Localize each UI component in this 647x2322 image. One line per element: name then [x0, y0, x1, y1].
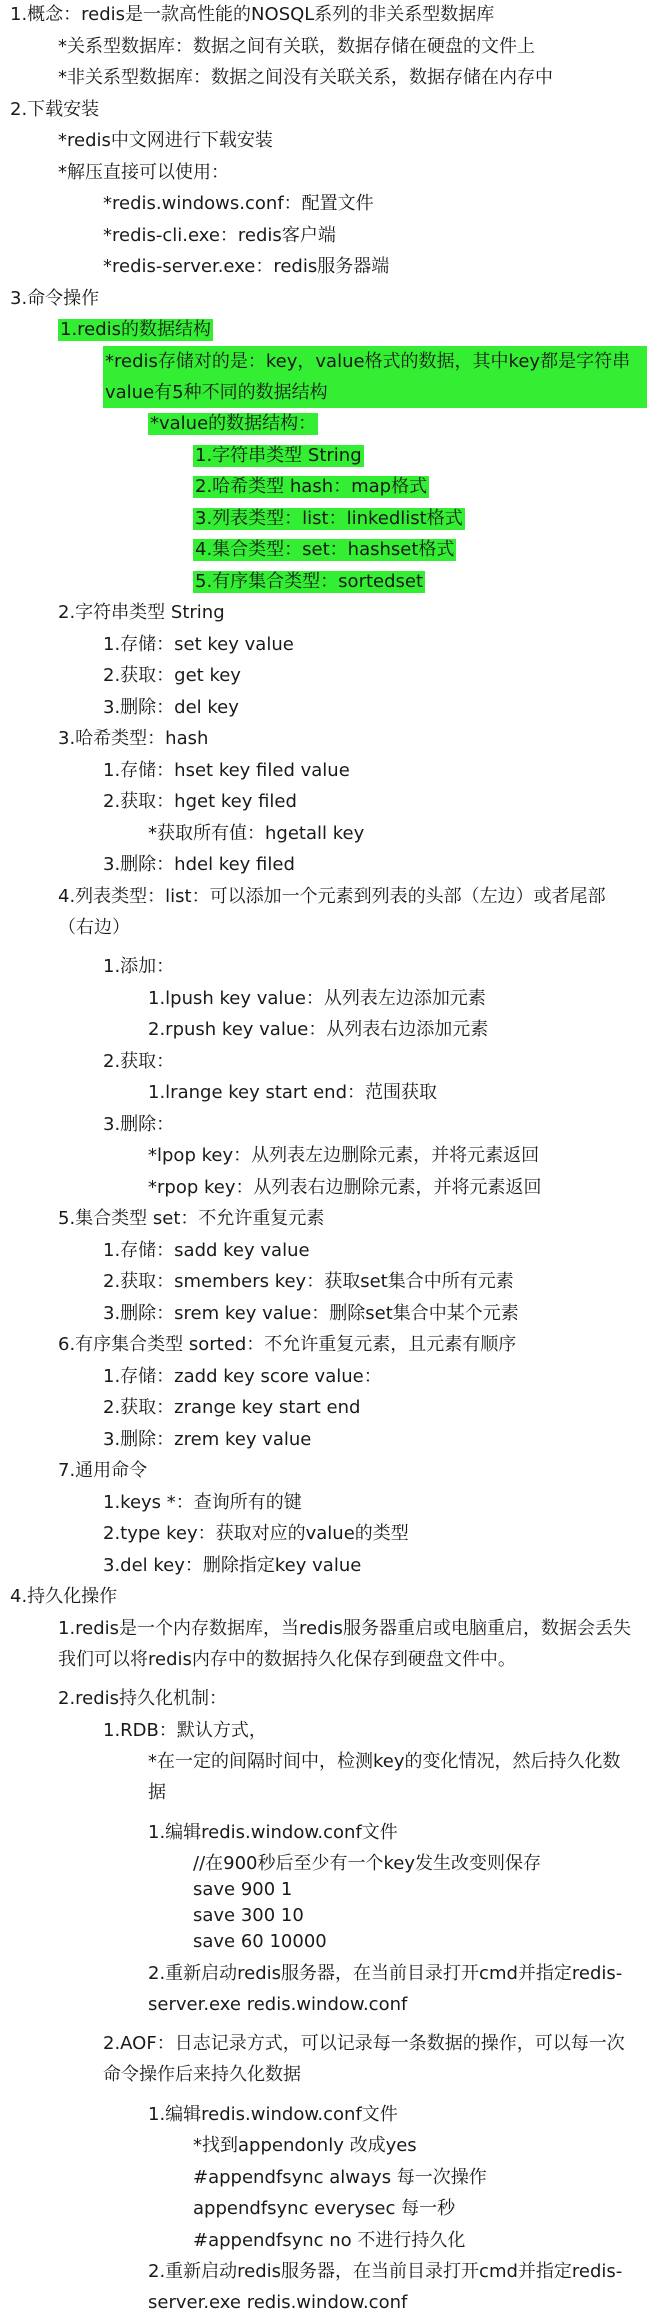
highlighted-text: 1.字符串类型 String	[195, 444, 362, 466]
line-text: 1.编辑redis.window.conf文件	[148, 1821, 398, 1843]
line-text: 1.RDB：默认方式，	[103, 1719, 267, 1741]
text-line	[0, 1019, 647, 1041]
text-line	[0, 67, 647, 89]
line-text: 3.删除：hdel key filed	[103, 854, 295, 875]
line-text: #appendfsync no 不进行持久化	[193, 2229, 466, 2251]
text-line	[0, 130, 647, 152]
line-text: save 300 10	[193, 1905, 304, 1926]
text-line	[0, 225, 647, 247]
text-line	[0, 665, 647, 687]
text-line	[0, 1208, 647, 1230]
text-line	[0, 4, 647, 26]
text-line	[0, 445, 647, 467]
line-text: *获取所有值：hgetall key	[148, 822, 365, 844]
text-line	[0, 1240, 647, 1262]
text-line	[0, 634, 647, 656]
text-line	[0, 1879, 647, 1901]
line-text: 3.删除：	[103, 1113, 175, 1135]
line-text: 2.下载安装	[10, 98, 100, 120]
text-line	[0, 956, 647, 978]
text-line	[0, 1492, 647, 1514]
line-text: 2.type key：获取对应的value的类型	[103, 1523, 409, 1544]
line-text: 4.列表类型：list：可以添加一个元素到列表的头部（左边）或者尾部（右边）	[58, 885, 606, 938]
text-line	[0, 571, 647, 593]
line-text: 3.命令操作	[10, 287, 100, 309]
line-text: 2.获取：zrange key start end	[103, 1397, 361, 1418]
highlighted-text: *redis存储对的是：key，value格式的数据，其中key都是字符串value有5种不同的数据结构	[103, 346, 647, 408]
line-text: 1.lrange key start end：范围获取	[148, 1082, 438, 1103]
line-text: 2.获取：hget key filed	[103, 791, 297, 812]
line-text: 3.删除：zrem key value	[103, 1428, 312, 1450]
line-text: 7.通用命令	[58, 1460, 148, 1481]
text-line	[0, 1114, 647, 1136]
text-line	[0, 1460, 647, 1482]
line-text: 2.获取：	[103, 1050, 175, 1072]
line-text: 6.有序集合类型 sorted：不允许重复元素，且元素有顺序	[58, 1334, 517, 1355]
text-line	[0, 1963, 647, 2024]
line-text: 1.lpush key value：从列表左边添加元素	[148, 987, 486, 1009]
text-line	[0, 1334, 647, 1356]
line-text: 1.redis是一个内存数据库，当redis服务器重启或电脑重启，数据会丢失我们可以将redis内存中的数据持久化保存到硬盘文件中。	[58, 1617, 631, 1670]
line-text: 3.哈希类型：hash	[58, 728, 209, 749]
line-text: 2.重新启动redis服务器，在当前目录打开cmd并指定redis-server.exe redis.window.conf	[148, 2261, 623, 2313]
text-line	[0, 1618, 647, 1679]
line-text: 1.编辑redis.window.conf文件	[148, 2103, 398, 2125]
highlighted-text: 4.集合类型：set：hashset格式	[195, 539, 455, 560]
line-text: 5.集合类型 set：不允许重复元素	[58, 1208, 325, 1229]
text-line	[0, 988, 647, 1010]
text-line	[0, 36, 647, 58]
text-line	[0, 476, 647, 498]
line-text: *redis.windows.conf：配置文件	[103, 193, 374, 214]
text-line	[0, 2104, 647, 2126]
line-text: *redis中文网进行下载安装	[58, 130, 273, 151]
text-line	[0, 1720, 647, 1742]
line-text: 2.字符串类型 String	[58, 602, 225, 623]
line-text: *非关系型数据库：数据之间没有关联关系，数据存储在内存中	[58, 67, 553, 88]
highlighted-text: *value的数据结构：	[150, 413, 317, 434]
line-text: *lpop key：从列表左边删除元素，并将元素返回	[148, 1145, 540, 1166]
text-line	[0, 162, 647, 184]
line-text: 2.重新启动redis服务器，在当前目录打开cmd并指定redis-server.exe redis.window.conf	[148, 1962, 623, 2015]
text-line	[0, 791, 647, 813]
text-line	[0, 1523, 647, 1545]
line-text: 3.del key：删除指定key value	[103, 1554, 362, 1576]
line-text: *关系型数据库：数据之间有关联，数据存储在硬盘的文件上	[58, 35, 535, 57]
text-line	[0, 413, 647, 435]
text-line	[0, 2135, 647, 2157]
highlighted-text: 3.列表类型：list：linkedlist格式	[195, 507, 463, 529]
text-line	[0, 1366, 647, 1388]
text-line	[0, 1853, 647, 1875]
text-line	[0, 193, 647, 215]
line-text: *在一定的间隔时间中，检测key的变化情况，然后持久化数据	[148, 1751, 621, 1803]
highlighted-text: 1.redis的数据结构	[60, 319, 212, 340]
line-text: *找到appendonly 改成yes	[193, 2135, 417, 2156]
text-line	[0, 1555, 647, 1577]
text-line	[0, 1145, 647, 1167]
text-line	[0, 1082, 647, 1104]
line-text: 3.删除：del key	[103, 696, 239, 718]
text-line	[0, 351, 647, 404]
text-line	[0, 1303, 647, 1325]
line-text: 3.删除：srem key value：删除set集合中某个元素	[103, 1302, 519, 1324]
text-line	[0, 728, 647, 750]
text-line	[0, 1586, 647, 1608]
text-line	[0, 1429, 647, 1451]
line-text: 1.添加：	[103, 956, 175, 977]
text-line	[0, 2033, 647, 2094]
text-line	[0, 288, 647, 310]
text-line	[0, 2198, 647, 2220]
line-text: 1.概念：redis是一款高性能的NOSQL系列的非关系型数据库	[10, 4, 495, 25]
text-line	[0, 854, 647, 876]
line-text: 2.redis持久化机制：	[58, 1688, 228, 1709]
text-line	[0, 1271, 647, 1293]
text-line	[0, 319, 647, 341]
text-line	[0, 1397, 647, 1419]
text-line	[0, 2167, 647, 2189]
line-text: 1.存储：set key value	[103, 633, 294, 655]
text-line	[0, 539, 647, 561]
text-line	[0, 886, 647, 947]
text-line	[0, 760, 647, 782]
line-text: appendfsync everysec 每一秒	[193, 2198, 456, 2219]
text-line	[0, 1688, 647, 1710]
text-line	[0, 508, 647, 530]
line-text: 2.rpush key value：从列表右边添加元素	[148, 1019, 489, 1040]
line-text: save 60 10000	[193, 1931, 327, 1952]
text-line	[0, 1931, 647, 1953]
highlighted-text: 2.哈希类型 hash：map格式	[195, 476, 428, 497]
text-line	[0, 697, 647, 719]
line-text: *redis-cli.exe：redis客户端	[103, 224, 336, 246]
text-line	[0, 2261, 647, 2322]
line-text: *解压直接可以使用：	[58, 161, 229, 183]
text-line	[0, 1751, 647, 1812]
line-text: 2.获取：get key	[103, 665, 241, 686]
text-line	[0, 1177, 647, 1199]
line-text: 1.存储：sadd key value	[103, 1239, 310, 1261]
line-text: 4.持久化操作	[10, 1586, 118, 1607]
text-line	[0, 602, 647, 624]
line-text: 2.获取：smembers key：获取set集合中所有元素	[103, 1271, 514, 1292]
line-text: 1.keys *：查询所有的键	[103, 1491, 302, 1513]
line-text: *redis-server.exe：redis服务器端	[103, 256, 390, 277]
text-line	[0, 99, 647, 121]
line-text: 1.存储：zadd key score value：	[103, 1365, 382, 1387]
line-text: //在900秒后至少有一个key发生改变则保存	[193, 1853, 541, 1874]
line-text: #appendfsync always 每一次操作	[193, 2166, 487, 2188]
line-text: 1.存储：hset key filed value	[103, 759, 350, 781]
text-line	[0, 1051, 647, 1073]
line-text: *rpop key：从列表右边删除元素，并将元素返回	[148, 1176, 542, 1198]
text-line	[0, 823, 647, 845]
text-line	[0, 1822, 647, 1844]
line-text: 2.AOF：日志记录方式，可以记录每一条数据的操作，可以每一次命令操作后来持久化数据	[103, 2033, 625, 2085]
highlighted-text: 5.有序集合类型：sortedset	[195, 570, 424, 592]
text-line	[0, 256, 647, 278]
text-line	[0, 2230, 647, 2252]
text-line	[0, 1905, 647, 1927]
line-text: save 900 1	[193, 1879, 293, 1900]
